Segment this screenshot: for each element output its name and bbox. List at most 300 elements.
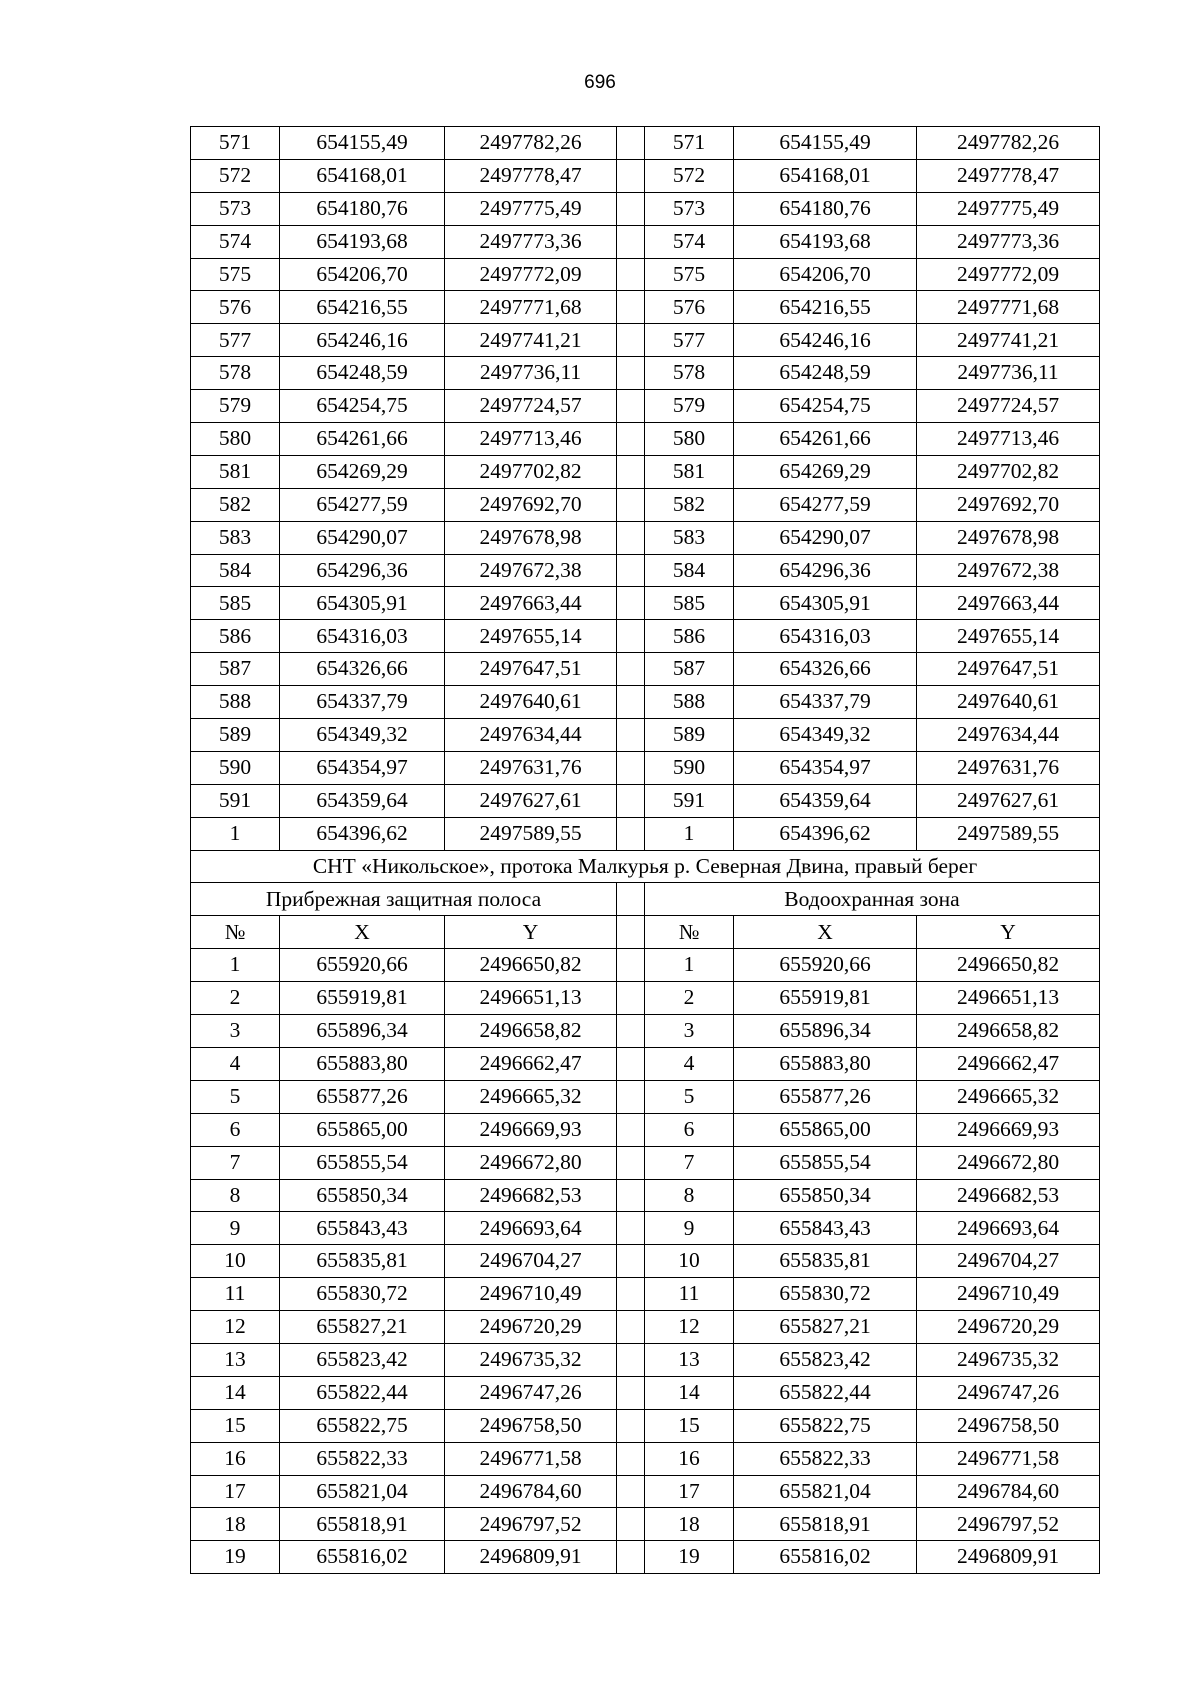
right-num-header: № [645,916,734,949]
right-y-value: 2497724,57 [917,390,1100,423]
right-point-number: 11 [645,1278,734,1311]
table-row [191,127,1100,160]
right-y-value: 2496669,93 [917,1113,1100,1146]
table-row [191,949,1100,982]
right-x-value: 655835,81 [734,1245,917,1278]
table-row [191,751,1100,784]
left-y-value: 2496771,58 [445,1442,617,1475]
right-y-value: 2496758,50 [917,1409,1100,1442]
left-point-number: 12 [191,1311,280,1344]
left-y-value: 2497640,61 [445,686,617,719]
right-y-value: 2497655,14 [917,620,1100,653]
right-point-number: 585 [645,587,734,620]
table-row [191,1343,1100,1376]
left-point-number: 1 [191,817,280,850]
left-y-value: 2496758,50 [445,1409,617,1442]
right-x-value: 654206,70 [734,258,917,291]
table-row [191,258,1100,291]
left-num-header: № [191,916,280,949]
right-y-value: 2496650,82 [917,949,1100,982]
table-row [191,1442,1100,1475]
left-x-value: 655823,42 [280,1343,445,1376]
right-y-header: Y [917,916,1100,949]
left-y-value: 2497724,57 [445,390,617,423]
left-point-number: 571 [191,127,280,160]
left-x-value: 654168,01 [280,159,445,192]
right-y-value: 2497713,46 [917,423,1100,456]
right-y-value: 2497702,82 [917,455,1100,488]
page-number: 696 [584,72,616,93]
left-x-value: 654193,68 [280,225,445,258]
left-x-value: 655850,34 [280,1179,445,1212]
gap-cell [617,751,645,784]
gap-cell [617,1146,645,1179]
left-x-value: 654269,29 [280,455,445,488]
left-x-value: 655818,91 [280,1508,445,1541]
left-x-value: 654396,62 [280,817,445,850]
left-x-value: 655843,43 [280,1212,445,1245]
left-y-value: 2497655,14 [445,620,617,653]
gap-cell [617,620,645,653]
table-row [191,554,1100,587]
gap-cell [617,1179,645,1212]
left-x-value: 655821,04 [280,1475,445,1508]
gap-cell [617,1311,645,1344]
left-point-number: 10 [191,1245,280,1278]
left-x-value: 655883,80 [280,1047,445,1080]
right-x-value: 655822,44 [734,1376,917,1409]
left-point-number: 9 [191,1212,280,1245]
right-x-value: 655855,54 [734,1146,917,1179]
left-point-number: 574 [191,225,280,258]
table-row [191,1409,1100,1442]
right-y-value: 2496809,91 [917,1541,1100,1574]
right-x-value: 655850,34 [734,1179,917,1212]
left-point-number: 589 [191,719,280,752]
left-y-value: 2496650,82 [445,949,617,982]
gap-cell [617,1212,645,1245]
right-point-number: 582 [645,488,734,521]
left-x-value: 654155,49 [280,127,445,160]
left-y-value: 2497775,49 [445,192,617,225]
right-y-value: 2497634,44 [917,719,1100,752]
right-point-number: 18 [645,1508,734,1541]
table-row [191,1146,1100,1179]
right-x-value: 655865,00 [734,1113,917,1146]
table-row [191,982,1100,1015]
left-x-value: 654277,59 [280,488,445,521]
table-row [191,1541,1100,1574]
right-y-value: 2497736,11 [917,357,1100,390]
gap-cell [617,225,645,258]
right-x-value: 654359,64 [734,784,917,817]
left-x-value: 655855,54 [280,1146,445,1179]
right-x-value: 654248,59 [734,357,917,390]
gap-cell [617,1541,645,1574]
gap-cell [617,1409,645,1442]
left-point-number: 591 [191,784,280,817]
right-point-number: 5 [645,1080,734,1113]
left-x-value: 654316,03 [280,620,445,653]
gap-cell [617,521,645,554]
right-y-value: 2497782,26 [917,127,1100,160]
gap-cell [617,1015,645,1048]
right-y-value: 2497778,47 [917,159,1100,192]
right-point-number: 19 [645,1541,734,1574]
table-row [191,653,1100,686]
left-point-number: 7 [191,1146,280,1179]
table-row [191,817,1100,850]
gap-cell [617,258,645,291]
right-y-value: 2496665,32 [917,1080,1100,1113]
right-point-number: 12 [645,1311,734,1344]
right-point-number: 4 [645,1047,734,1080]
left-point-number: 3 [191,1015,280,1048]
left-x-value: 654206,70 [280,258,445,291]
table-row [191,1113,1100,1146]
top-rows [191,127,1100,851]
right-y-value: 2496658,82 [917,1015,1100,1048]
right-x-value: 654180,76 [734,192,917,225]
right-x-value: 655822,75 [734,1409,917,1442]
right-point-number: 591 [645,784,734,817]
left-point-number: 577 [191,324,280,357]
right-point-number: 10 [645,1245,734,1278]
left-x-value: 655896,34 [280,1015,445,1048]
right-x-value: 655830,72 [734,1278,917,1311]
right-x-value: 655877,26 [734,1080,917,1113]
right-x-value: 654337,79 [734,686,917,719]
gap-cell [617,916,645,949]
left-point-number: 575 [191,258,280,291]
right-x-value: 654261,66 [734,423,917,456]
gap-cell [617,1442,645,1475]
right-x-value: 655818,91 [734,1508,917,1541]
right-point-number: 574 [645,225,734,258]
left-x-value: 655877,26 [280,1080,445,1113]
left-y-value: 2497678,98 [445,521,617,554]
right-y-value: 2496720,29 [917,1311,1100,1344]
left-y-value: 2496704,27 [445,1245,617,1278]
right-x-value: 655816,02 [734,1541,917,1574]
gap-cell [617,423,645,456]
table-row [191,1080,1100,1113]
left-x-value: 655822,75 [280,1409,445,1442]
right-x-value: 654155,49 [734,127,917,160]
right-point-number: 14 [645,1376,734,1409]
left-x-value: 654290,07 [280,521,445,554]
left-x-value: 654354,97 [280,751,445,784]
left-point-number: 4 [191,1047,280,1080]
left-x-value: 654254,75 [280,390,445,423]
gap-cell [617,324,645,357]
zone-title-row [191,883,1100,916]
table-row [191,455,1100,488]
table-row [191,291,1100,324]
left-point-number: 6 [191,1113,280,1146]
right-x-value: 654326,66 [734,653,917,686]
section-title: СНТ «Никольское», протока Малкурья р. Северная Двина, правый берег [191,850,1100,883]
left-point-number: 15 [191,1409,280,1442]
right-y-value: 2497692,70 [917,488,1100,521]
right-point-number: 580 [645,423,734,456]
gap-cell [617,1376,645,1409]
left-y-value: 2496720,29 [445,1311,617,1344]
right-point-number: 1 [645,949,734,982]
left-x-value: 655816,02 [280,1541,445,1574]
gap-cell [617,291,645,324]
right-point-number: 579 [645,390,734,423]
left-point-number: 579 [191,390,280,423]
left-y-value: 2497627,61 [445,784,617,817]
right-x-value: 654316,03 [734,620,917,653]
right-y-value: 2497678,98 [917,521,1100,554]
right-point-number: 573 [645,192,734,225]
left-point-number: 580 [191,423,280,456]
left-point-number: 586 [191,620,280,653]
right-y-value: 2497647,51 [917,653,1100,686]
right-point-number: 17 [645,1475,734,1508]
right-y-value: 2496784,60 [917,1475,1100,1508]
left-point-number: 576 [191,291,280,324]
right-point-number: 15 [645,1409,734,1442]
left-y-value: 2496784,60 [445,1475,617,1508]
left-x-value: 654246,16 [280,324,445,357]
left-point-number: 588 [191,686,280,719]
left-x-value: 655920,66 [280,949,445,982]
left-point-number: 1 [191,949,280,982]
left-point-number: 14 [191,1376,280,1409]
left-point-number: 587 [191,653,280,686]
left-x-value: 654349,32 [280,719,445,752]
gap-cell [617,127,645,160]
left-x-value: 654359,64 [280,784,445,817]
right-y-value: 2497775,49 [917,192,1100,225]
gap-cell [617,357,645,390]
table-row [191,1278,1100,1311]
right-x-value: 654216,55 [734,291,917,324]
table-row [191,390,1100,423]
right-point-number: 572 [645,159,734,192]
gap-cell [617,1508,645,1541]
table-row [191,1245,1100,1278]
gap-cell [617,455,645,488]
gap-cell [617,1047,645,1080]
gap-cell [617,653,645,686]
right-x-value: 655883,80 [734,1047,917,1080]
right-x-value: 654396,62 [734,817,917,850]
right-y-value: 2496747,26 [917,1376,1100,1409]
table-row [191,423,1100,456]
left-x-value: 654337,79 [280,686,445,719]
table-row [191,159,1100,192]
left-y-header: Y [445,916,617,949]
left-y-value: 2496662,47 [445,1047,617,1080]
coordinates-table [190,126,1100,1574]
right-x-value: 654349,32 [734,719,917,752]
right-x-value: 654277,59 [734,488,917,521]
table-row [191,357,1100,390]
left-y-value: 2496658,82 [445,1015,617,1048]
right-point-number: 576 [645,291,734,324]
right-x-value: 655827,21 [734,1311,917,1344]
right-y-value: 2496682,53 [917,1179,1100,1212]
left-point-number: 13 [191,1343,280,1376]
gap-cell [617,784,645,817]
left-x-header: X [280,916,445,949]
right-x-value: 655896,34 [734,1015,917,1048]
left-point-number: 17 [191,1475,280,1508]
right-point-number: 586 [645,620,734,653]
left-y-value: 2497631,76 [445,751,617,784]
table-row [191,488,1100,521]
left-point-number: 585 [191,587,280,620]
right-point-number: 13 [645,1343,734,1376]
right-y-value: 2497640,61 [917,686,1100,719]
left-x-value: 655827,21 [280,1311,445,1344]
right-x-value: 654168,01 [734,159,917,192]
left-point-number: 5 [191,1080,280,1113]
gap-cell [617,1343,645,1376]
left-y-value: 2497713,46 [445,423,617,456]
left-y-value: 2496669,93 [445,1113,617,1146]
left-x-value: 654248,59 [280,357,445,390]
right-zone-title: Водоохранная зона [645,883,1100,916]
right-point-number: 578 [645,357,734,390]
left-point-number: 19 [191,1541,280,1574]
right-y-value: 2497772,09 [917,258,1100,291]
right-y-value: 2496735,32 [917,1343,1100,1376]
gap-cell [617,1245,645,1278]
left-x-value: 655822,44 [280,1376,445,1409]
left-y-value: 2496672,80 [445,1146,617,1179]
right-y-value: 2496672,80 [917,1146,1100,1179]
gap-cell [617,488,645,521]
left-x-value: 655865,00 [280,1113,445,1146]
left-y-value: 2497634,44 [445,719,617,752]
table-row [191,521,1100,554]
table-row [191,1047,1100,1080]
table-row [191,1475,1100,1508]
right-x-value: 655823,42 [734,1343,917,1376]
left-y-value: 2497663,44 [445,587,617,620]
table-row [191,1179,1100,1212]
right-point-number: 581 [645,455,734,488]
right-x-value: 654246,16 [734,324,917,357]
gap-cell [617,1475,645,1508]
gap-cell [617,982,645,1015]
left-y-value: 2497702,82 [445,455,617,488]
right-point-number: 577 [645,324,734,357]
section-header [191,850,1100,949]
right-y-value: 2496797,52 [917,1508,1100,1541]
gap-cell [617,1113,645,1146]
column-header-row [191,916,1100,949]
right-y-value: 2497672,38 [917,554,1100,587]
right-x-value: 655821,04 [734,1475,917,1508]
left-point-number: 581 [191,455,280,488]
table-row [191,1311,1100,1344]
right-y-value: 2496651,13 [917,982,1100,1015]
left-x-value: 654180,76 [280,192,445,225]
right-x-value: 654354,97 [734,751,917,784]
left-y-value: 2496809,91 [445,1541,617,1574]
left-y-value: 2496665,32 [445,1080,617,1113]
left-point-number: 11 [191,1278,280,1311]
bottom-rows [191,949,1100,1574]
left-y-value: 2497773,36 [445,225,617,258]
table-row [191,225,1100,258]
right-x-value: 654269,29 [734,455,917,488]
right-x-value: 655919,81 [734,982,917,1015]
gap-cell [617,1278,645,1311]
left-point-number: 2 [191,982,280,1015]
left-zone-title: Прибрежная защитная полоса [191,883,617,916]
right-x-value: 655920,66 [734,949,917,982]
right-y-value: 2496662,47 [917,1047,1100,1080]
right-point-number: 589 [645,719,734,752]
right-point-number: 8 [645,1179,734,1212]
table-row [191,686,1100,719]
left-y-value: 2496651,13 [445,982,617,1015]
left-x-value: 655830,72 [280,1278,445,1311]
table-row [191,1508,1100,1541]
left-y-value: 2497647,51 [445,653,617,686]
table-row [191,1212,1100,1245]
right-x-header: X [734,916,917,949]
right-x-value: 655843,43 [734,1212,917,1245]
left-point-number: 16 [191,1442,280,1475]
section-title-row [191,850,1100,883]
left-y-value: 2497741,21 [445,324,617,357]
gap-cell [617,1080,645,1113]
left-y-value: 2497589,55 [445,817,617,850]
gap-cell [617,554,645,587]
gap-cell [617,587,645,620]
right-point-number: 3 [645,1015,734,1048]
left-x-value: 654326,66 [280,653,445,686]
left-point-number: 583 [191,521,280,554]
left-x-value: 654305,91 [280,587,445,620]
table-row [191,1376,1100,1409]
right-y-value: 2496771,58 [917,1442,1100,1475]
table-row [191,587,1100,620]
table-row [191,784,1100,817]
right-point-number: 7 [645,1146,734,1179]
right-point-number: 583 [645,521,734,554]
right-point-number: 590 [645,751,734,784]
left-y-value: 2497782,26 [445,127,617,160]
right-x-value: 654290,07 [734,521,917,554]
left-y-value: 2496747,26 [445,1376,617,1409]
left-x-value: 655835,81 [280,1245,445,1278]
right-point-number: 587 [645,653,734,686]
right-y-value: 2497771,68 [917,291,1100,324]
left-point-number: 578 [191,357,280,390]
right-point-number: 588 [645,686,734,719]
left-x-value: 655919,81 [280,982,445,1015]
right-y-value: 2496704,27 [917,1245,1100,1278]
left-y-value: 2497736,11 [445,357,617,390]
table-row [191,719,1100,752]
left-y-value: 2497771,68 [445,291,617,324]
left-y-value: 2497778,47 [445,159,617,192]
gap-cell [617,686,645,719]
left-point-number: 18 [191,1508,280,1541]
left-y-value: 2496693,64 [445,1212,617,1245]
right-y-value: 2497663,44 [917,587,1100,620]
right-point-number: 575 [645,258,734,291]
